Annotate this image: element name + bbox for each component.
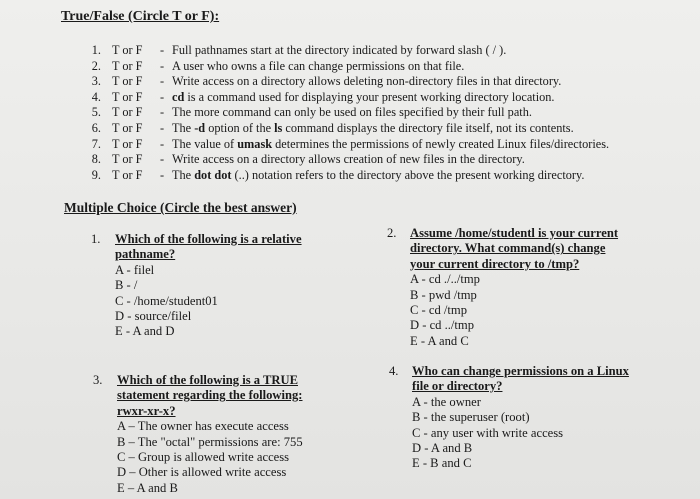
answer-option[interactable]: B - / xyxy=(115,278,138,293)
question-1 xyxy=(91,232,302,340)
truefalse-header: True/False (Circle T or F): xyxy=(61,9,220,24)
statement: Write access on a directory allows creation of new files in the directory. xyxy=(172,152,525,167)
command-ls: ls xyxy=(274,120,283,135)
item-number: 9. xyxy=(91,167,101,182)
answer-option[interactable]: A - filel xyxy=(115,262,155,277)
question-line: rwxr-xr-x? xyxy=(117,403,176,418)
command-cd: cd xyxy=(172,89,185,104)
question-line: Which of the following is a TRUE xyxy=(117,373,298,387)
dash: - xyxy=(160,167,165,182)
item-number: 1. xyxy=(91,43,101,57)
answer-option[interactable]: B - pwd /tmp xyxy=(410,287,477,302)
true-false-choice[interactable]: T or F xyxy=(112,152,143,167)
true-false-choice[interactable]: T or F xyxy=(112,89,143,104)
item-number: 7. xyxy=(91,136,101,151)
statement-text: is a command used for displaying your present working directory location. xyxy=(184,89,555,104)
true-false-choice[interactable]: T or F xyxy=(112,58,143,73)
question-4 xyxy=(389,364,629,472)
statement: Write access on a directory allows deleting non-directory files in that directory. xyxy=(172,74,562,89)
question-number: 4. xyxy=(389,364,399,378)
question-line: statement regarding the following: xyxy=(117,388,303,403)
statement: The more command can only be used on files specified by their full path. xyxy=(172,105,532,120)
true-false-choice[interactable]: T or F xyxy=(112,167,143,182)
dash: - xyxy=(160,152,165,167)
answer-option[interactable]: D - A and B xyxy=(412,441,473,456)
answer-option[interactable]: D – Other is allowed write access xyxy=(117,465,287,480)
dash: - xyxy=(160,89,165,104)
item-number: 4. xyxy=(91,89,101,104)
answer-option[interactable]: E - B and C xyxy=(412,456,472,471)
question-line: pathname? xyxy=(115,247,176,262)
answer-option[interactable]: D - cd ../tmp xyxy=(410,318,475,333)
statement: A user who owns a file can change permissions on that file. xyxy=(172,58,465,73)
question-line: your current directory to /tmp? xyxy=(410,256,580,271)
question-line: file or directory? xyxy=(412,379,503,394)
true-false-choice[interactable]: T or F xyxy=(112,120,143,135)
question-number: 2. xyxy=(387,226,397,240)
question-2 xyxy=(387,226,618,349)
answer-option[interactable]: E - A and C xyxy=(410,333,469,348)
question-number: 1. xyxy=(91,232,101,246)
statement-text: (..) notation refers to the directory above the present working directory. xyxy=(231,167,585,182)
statement-text: The xyxy=(172,120,195,135)
statement xyxy=(172,137,609,153)
command-umask: umask xyxy=(237,136,273,151)
item-number: 2. xyxy=(91,58,101,73)
answer-option[interactable]: A - cd ./../tmp xyxy=(410,272,480,287)
statement xyxy=(172,168,584,184)
answer-option[interactable]: E – A and B xyxy=(117,480,178,495)
question-line: directory. What command(s) change xyxy=(410,241,606,256)
statement-text: determines the permissions of newly created Linux files/directories. xyxy=(272,136,610,151)
statement xyxy=(172,121,574,137)
answer-option[interactable]: B - the superuser (root) xyxy=(412,410,530,425)
answer-option[interactable]: C - cd /tmp xyxy=(410,303,468,318)
true-false-choice[interactable]: T or F xyxy=(112,74,143,89)
question-line: Assume /home/studentl is your current xyxy=(410,226,619,240)
item-number: 3. xyxy=(91,74,101,89)
dash: - xyxy=(160,74,165,89)
answer-option[interactable]: D - source/filel xyxy=(115,309,192,324)
dash: - xyxy=(160,120,165,135)
answer-option[interactable]: C – Group is allowed write access xyxy=(117,450,290,465)
true-false-choice[interactable]: T or F xyxy=(112,136,143,151)
answer-option[interactable]: B – The "octal" permissions are: 755 xyxy=(117,434,303,449)
dash: - xyxy=(160,105,165,120)
item-number: 6. xyxy=(91,120,101,135)
option-d: -d xyxy=(194,120,206,135)
item-number: 8. xyxy=(91,152,101,167)
multiple-choice-header: Multiple Choice (Circle the best answer) xyxy=(64,200,297,215)
statement xyxy=(172,90,555,106)
answer-option[interactable]: A – The owner has execute access xyxy=(117,419,289,434)
answer-option[interactable]: E - A and D xyxy=(115,324,175,339)
question-3 xyxy=(93,373,303,496)
question-number: 3. xyxy=(93,373,103,387)
true-false-choice[interactable]: T or F xyxy=(112,43,143,57)
dash: - xyxy=(160,136,165,151)
answer-option[interactable]: A - the owner xyxy=(412,394,481,409)
answer-option[interactable]: C - /home/student01 xyxy=(115,293,218,308)
dash: - xyxy=(160,58,165,73)
question-line: Which of the following is a relative xyxy=(115,232,302,246)
term-dot-dot: dot dot xyxy=(194,167,232,182)
dash: - xyxy=(160,43,165,57)
statement: Full pathnames start at the directory indicated by forward slash ( / ). xyxy=(172,43,507,57)
true-false-choice[interactable]: T or F xyxy=(112,105,143,120)
statement-text: option of the xyxy=(205,120,275,135)
statement-text: The value of xyxy=(172,136,238,151)
answer-option[interactable]: C - any user with write access xyxy=(412,425,564,440)
statement-text: command displays the directory file itself, not its contents. xyxy=(282,120,574,135)
statement-text: The xyxy=(172,167,195,182)
item-number: 5. xyxy=(91,105,101,120)
question-line: Who can change permissions on a Linux xyxy=(412,364,629,378)
